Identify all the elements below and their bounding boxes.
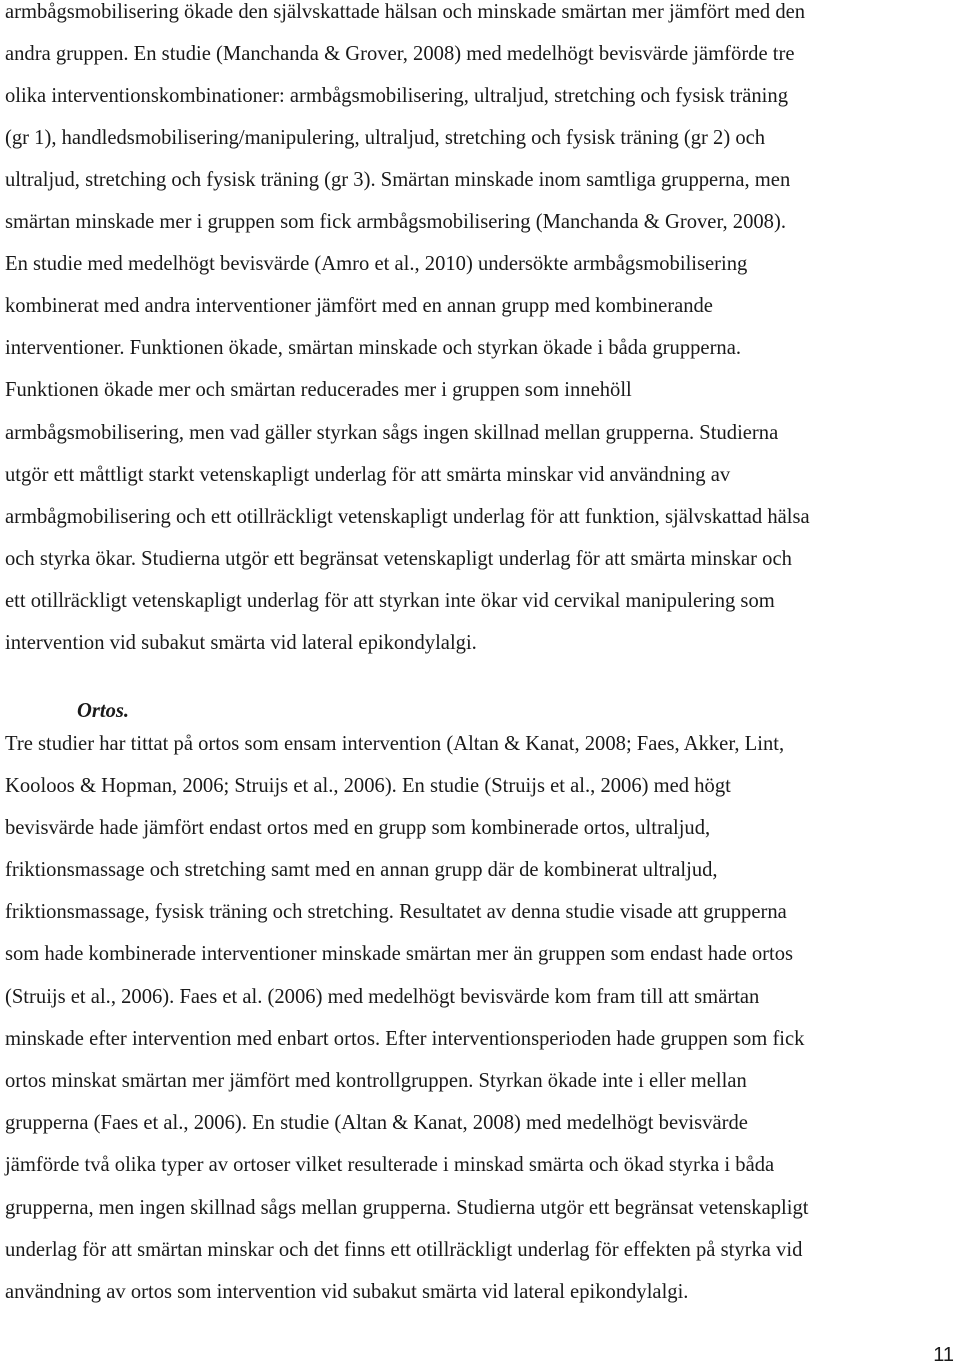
text-line: armbågmobilisering och ett otillräckligt vetenskapligt underlag för att funktion, självskattad hälsa [5, 506, 810, 528]
text-line: bevisvärde hade jämfört endast ortos med en grupp som kombinerade ortos, ultraljud, [5, 817, 711, 839]
text-line: minskade efter intervention med enbart ortos. Efter interventionsperioden hade gruppen som fick [5, 1028, 805, 1050]
text-line: armbågsmobilisering ökade den självskattade hälsan och minskade smärtan mer jämfört med den [5, 1, 806, 23]
text-line: friktionsmassage och stretching samt med en annan grupp där de kombinerat ultraljud, [5, 859, 718, 881]
text-line: armbågsmobilisering, men vad gäller styrkan sågs ingen skillnad mellan grupperna. Studierna [5, 422, 779, 444]
text-line: användning av ortos som intervention vid subakut smärta vid lateral epikondylalgi. [5, 1281, 689, 1303]
text-line: smärtan minskade mer i gruppen som fick armbågsmobilisering (Manchanda & Grover, 2008). [5, 211, 786, 233]
text-line: som hade kombinerade interventioner minskade smärtan mer än gruppen som endast hade ortos [5, 943, 794, 965]
section-heading: Ortos. [77, 700, 130, 722]
text-line: friktionsmassage, fysisk träning och stretching. Resultatet av denna studie visade att grupperna [5, 901, 787, 923]
text-line: Funktionen ökade mer och smärtan reducerades mer i gruppen som innehöll [5, 379, 632, 401]
text-line: utgör ett måttligt starkt vetenskapligt underlag för att smärta minskar vid användning av [5, 464, 731, 486]
text-line: (gr 1), handledsmobilisering/manipulering, ultraljud, stretching och fysisk träning (gr 2) och [5, 127, 766, 149]
text-line: En studie med medelhögt bevisvärde (Amro et al., 2010) undersökte armbågsmobilisering [5, 253, 748, 275]
text-line: intervention vid subakut smärta vid lateral epikondylalgi. [5, 632, 477, 654]
text-line: grupperna, men ingen skillnad sågs mellan grupperna. Studierna utgör ett begränsat vetenskapligt [5, 1197, 809, 1219]
text-line: grupperna (Faes et al., 2006). En studie (Altan & Kanat, 2008) med medelhögt bevisvärde [5, 1112, 748, 1134]
text-line: olika interventionskombinationer: armbågsmobilisering, ultraljud, stretching och fysisk träning [5, 85, 788, 107]
text-line: underlag för att smärtan minskar och det finns ett otillräckligt underlag för effekten på styrka vid [5, 1239, 803, 1261]
text-line: kombinerat med andra interventioner jämfört med en annan grupp med kombinerande [5, 295, 713, 317]
text-line: och styrka ökar. Studierna utgör ett begränsat vetenskapligt underlag för att smärta minskar och [5, 548, 792, 570]
text-line: jämförde två olika typer av ortoser vilket resulterade i minskad smärta och ökad styrka i båda [5, 1154, 775, 1176]
text-line: Tre studier har tittat på ortos som ensam intervention (Altan & Kanat, 2008; Faes, Akker, Lint, [5, 733, 785, 755]
text-line: ett otillräckligt vetenskapligt underlag för att styrkan inte ökar vid cervikal manipulering som [5, 590, 775, 612]
text-line: ortos minskat smärtan mer jämfört med kontrollgruppen. Styrkan ökade inte i eller mellan [5, 1070, 747, 1092]
text-line: andra gruppen. En studie (Manchanda & Grover, 2008) med medelhögt bevisvärde jämförde tre [5, 43, 795, 65]
text-line: (Struijs et al., 2006). Faes et al. (2006) med medelhögt bevisvärde kom fram till att smärtan [5, 986, 760, 1008]
page-number: 11 [933, 1344, 954, 1366]
text-line: interventioner. Funktionen ökade, smärtan minskade och styrkan ökade i båda grupperna. [5, 337, 742, 359]
text-line: ultraljud, stretching och fysisk träning (gr 3). Smärtan minskade inom samtliga grupperna, men [5, 169, 791, 191]
text-line: Kooloos & Hopman, 2006; Struijs et al., 2006). En studie (Struijs et al., 2006) med högt [5, 775, 731, 797]
